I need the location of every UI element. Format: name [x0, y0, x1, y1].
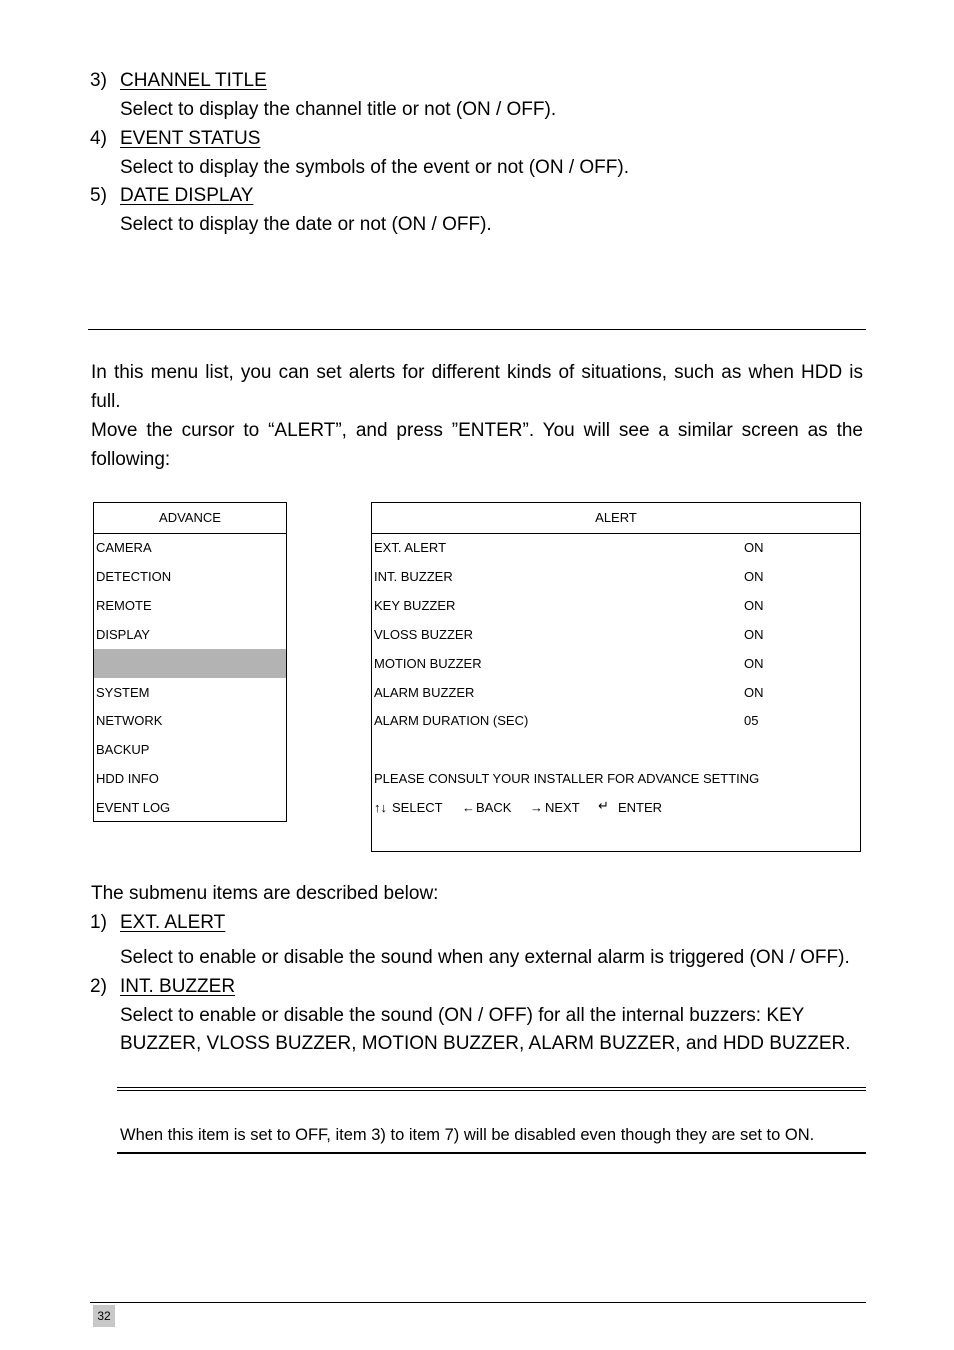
alert-menu-title: ALERT: [372, 503, 860, 534]
intro-paragraph-2: Move the cursor to “ALERT”, and press ”ENTER”. You will see a similar screen as the following:: [91, 420, 863, 470]
item-description: Select to enable or disable the sound (ON / OFF) for all the internal buzzers: KEY: [120, 1005, 805, 1026]
nav-back-label: BACK: [476, 800, 512, 815]
advance-menu: [93, 502, 287, 822]
alert-row-value[interactable]: ON: [744, 656, 764, 671]
advance-menu-item-network[interactable]: NETWORK: [96, 713, 163, 728]
note-text: When this item is set to OFF, item 3) to item 7) will be disabled even though they are set to ON.: [120, 1126, 815, 1144]
alert-row-label[interactable]: VLOSS BUZZER: [374, 627, 473, 642]
advance-menu-item-hdd-info[interactable]: HDD INFO: [96, 771, 159, 786]
nav-next-label: NEXT: [545, 800, 580, 815]
advance-menu-title: ADVANCE: [94, 503, 286, 534]
item-number: 1): [90, 912, 107, 933]
item-description: Select to display the channel title or not (ON / OFF).: [120, 99, 557, 120]
item-title: EVENT STATUS: [120, 128, 261, 149]
alert-menu: [371, 502, 861, 852]
item-title: INT. BUZZER: [120, 976, 236, 997]
nav-enter-label: ENTER: [618, 800, 663, 815]
alert-row-label[interactable]: ALARM BUZZER: [374, 685, 475, 700]
alert-row-value[interactable]: ON: [744, 685, 764, 700]
item-title: CHANNEL TITLE: [120, 70, 267, 91]
alert-row-label[interactable]: ALARM DURATION (SEC): [374, 713, 529, 728]
alert-row-label[interactable]: INT. BUZZER: [374, 569, 453, 584]
section-divider: [88, 329, 866, 330]
alert-notice: PLEASE CONSULT YOUR INSTALLER FOR ADVANCE SETTING: [374, 771, 760, 786]
alert-row-value[interactable]: 05: [744, 713, 759, 728]
item-description: Select to display the date or not (ON / OFF).: [120, 214, 492, 235]
alert-row-label[interactable]: KEY BUZZER: [374, 598, 456, 613]
page-number: 32: [93, 1305, 115, 1327]
item-title: EXT. ALERT: [120, 912, 226, 933]
enter-icon: ↵: [598, 798, 609, 813]
item-title: DATE DISPLAY: [120, 185, 254, 206]
intro-paragraph-1: In this menu list, you can set alerts for different kinds of situations, such as when HDD is full.: [91, 362, 863, 412]
item-number: 3): [90, 70, 107, 91]
item-description: Select to enable or disable the sound when any external alarm is triggered (ON / OFF).: [120, 947, 850, 968]
nav-select-label: SELECT: [392, 800, 443, 815]
note-bottom-rule: [117, 1152, 866, 1154]
advance-menu-item-system[interactable]: SYSTEM: [96, 685, 150, 700]
advance-menu-selected-row[interactable]: [94, 649, 286, 678]
alert-row-value[interactable]: ON: [744, 569, 764, 584]
item-description: Select to display the symbols of the event or not (ON / OFF).: [120, 157, 629, 178]
submenu-intro: The submenu items are described below:: [91, 883, 439, 904]
item-description: BUZZER, VLOSS BUZZER, MOTION BUZZER, ALARM BUZZER, and HDD BUZZER.: [120, 1033, 851, 1054]
advance-menu-item-camera[interactable]: CAMERA: [96, 540, 152, 555]
advance-menu-item-detection[interactable]: DETECTION: [96, 569, 172, 584]
alert-row-value[interactable]: ON: [744, 540, 764, 555]
alert-row-label[interactable]: EXT. ALERT: [374, 540, 447, 555]
alert-row-value[interactable]: ON: [744, 627, 764, 642]
up-down-arrows-icon: ↑↓: [374, 800, 387, 815]
item-number: 4): [90, 128, 107, 149]
advance-menu-item-remote[interactable]: REMOTE: [96, 598, 152, 613]
advance-menu-item-display[interactable]: DISPLAY: [96, 627, 150, 642]
item-number: 5): [90, 185, 107, 206]
note-top-rule: [117, 1087, 866, 1088]
advance-menu-item-event-log[interactable]: EVENT LOG: [96, 800, 171, 815]
advance-menu-item-backup[interactable]: BACKUP: [96, 742, 150, 757]
alert-row-label[interactable]: MOTION BUZZER: [374, 656, 482, 671]
footer-rule: [90, 1302, 866, 1303]
note-top-rule-2: [117, 1090, 866, 1091]
item-number: 2): [90, 976, 107, 997]
left-arrow-icon: ←: [462, 800, 475, 815]
right-arrow-icon: →: [530, 800, 543, 815]
alert-row-value[interactable]: ON: [744, 598, 764, 613]
